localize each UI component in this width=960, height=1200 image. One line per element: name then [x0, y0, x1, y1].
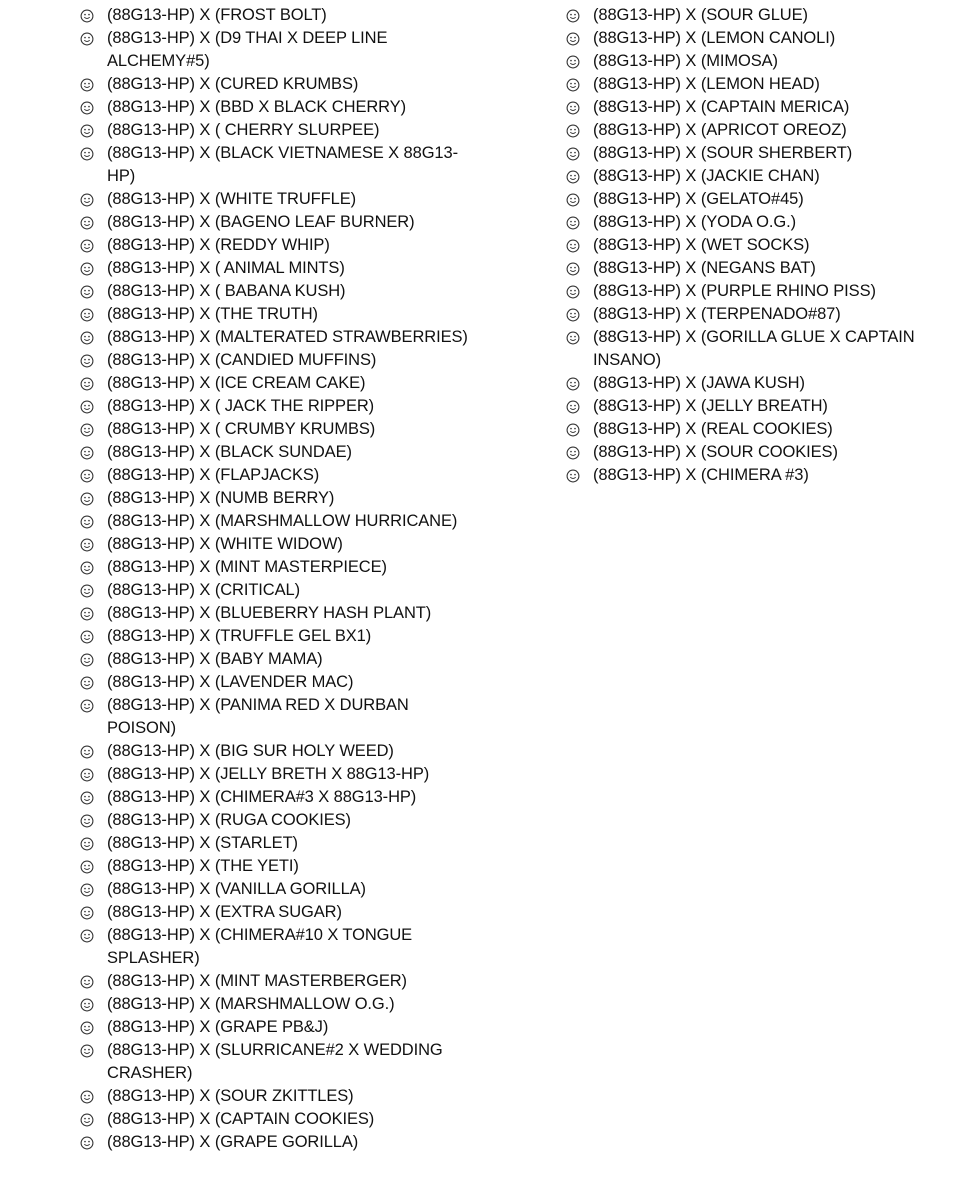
- strain-cross-label: (88G13-HP) X (FROST BOLT): [107, 6, 327, 24]
- smiley-face-icon: [566, 395, 593, 418]
- strain-cross-label: (88G13-HP) X ( JACK THE RIPPER): [107, 397, 375, 415]
- strain-cross-label: (88G13-HP) X (JACKIE CHAN): [593, 167, 820, 185]
- list-item: [566, 280, 956, 303]
- strain-cross-label: (88G13-HP) X (CRITICAL): [107, 581, 300, 599]
- list-item: [80, 993, 480, 1016]
- smiley-face-icon: [566, 188, 593, 211]
- smiley-face-icon: [80, 694, 107, 717]
- strain-cross-label: (88G13-HP) X (CHIMERA#3 X 88G13-HP): [107, 788, 417, 806]
- list-item: [566, 234, 956, 257]
- list-item: [566, 211, 956, 234]
- smiley-face-icon: [566, 4, 593, 27]
- strain-cross-label: (88G13-HP) X (SOUR SHERBERT): [593, 144, 853, 162]
- strain-cross-label: (88G13-HP) X (CHIMERA#10 X TONGUE SPLASHER): [107, 926, 413, 967]
- strain-cross-label: (88G13-HP) X (TERPENADO#87): [593, 305, 841, 323]
- list-item: [80, 602, 480, 625]
- list-item: [80, 464, 480, 487]
- list-item: [80, 924, 480, 970]
- smiley-face-icon: [80, 487, 107, 510]
- list-item: [566, 165, 956, 188]
- strain-cross-label: (88G13-HP) X (THE TRUTH): [107, 305, 318, 323]
- strain-cross-label: (88G13-HP) X (MARSHMALLOW HURRICANE): [107, 512, 458, 530]
- strain-cross-label: (88G13-HP) X (REAL COOKIES): [593, 420, 833, 438]
- strain-cross-label: (88G13-HP) X (WHITE TRUFFLE): [107, 190, 357, 208]
- smiley-face-icon: [80, 809, 107, 832]
- list-item: [80, 257, 480, 280]
- strain-cross-label: (88G13-HP) X (WET SOCKS): [593, 236, 810, 254]
- smiley-face-icon: [80, 901, 107, 924]
- smiley-face-icon: [80, 648, 107, 671]
- smiley-face-icon: [80, 303, 107, 326]
- strain-cross-label: (88G13-HP) X ( ANIMAL MINTS): [107, 259, 345, 277]
- strain-cross-label: (88G13-HP) X (FLAPJACKS): [107, 466, 320, 484]
- list-item: [80, 418, 480, 441]
- strain-cross-label: (88G13-HP) X (ICE CREAM CAKE): [107, 374, 366, 392]
- smiley-face-icon: [80, 188, 107, 211]
- smiley-face-icon: [80, 372, 107, 395]
- smiley-face-icon: [80, 671, 107, 694]
- list-item: [80, 763, 480, 786]
- strain-cross-label: (88G13-HP) X (EXTRA SUGAR): [107, 903, 342, 921]
- smiley-face-icon: [80, 395, 107, 418]
- list-item: [80, 901, 480, 924]
- smiley-face-icon: [80, 556, 107, 579]
- smiley-face-icon: [80, 878, 107, 901]
- smiley-face-icon: [566, 303, 593, 326]
- list-item: [80, 487, 480, 510]
- list-item: [566, 188, 956, 211]
- list-item: [566, 257, 956, 280]
- list-item: [80, 579, 480, 602]
- strain-cross-label: (88G13-HP) X ( BABANA KUSH): [107, 282, 346, 300]
- smiley-face-icon: [80, 234, 107, 257]
- list-item: [80, 1039, 480, 1085]
- strain-cross-label: (88G13-HP) X (CURED KRUMBS): [107, 75, 359, 93]
- list-item: [80, 510, 480, 533]
- strain-cross-label: (88G13-HP) X (D9 THAI X DEEP LINE ALCHEMY#5): [107, 29, 388, 70]
- list-item: [80, 234, 480, 257]
- list-item: [80, 970, 480, 993]
- strain-cross-label: (88G13-HP) X (BLACK SUNDAE): [107, 443, 352, 461]
- list-item: [566, 303, 956, 326]
- smiley-face-icon: [80, 740, 107, 763]
- list-item: [80, 786, 480, 809]
- list-item: [566, 73, 956, 96]
- list-item: [80, 27, 480, 73]
- strain-cross-label: (88G13-HP) X (BLUEBERRY HASH PLANT): [107, 604, 432, 622]
- smiley-face-icon: [80, 1108, 107, 1131]
- strain-cross-label: (88G13-HP) X (GELATO#45): [593, 190, 804, 208]
- list-item: [80, 556, 480, 579]
- strain-cross-label: (88G13-HP) X (LAVENDER MAC): [107, 673, 354, 691]
- list-item: [566, 119, 956, 142]
- smiley-face-icon: [566, 142, 593, 165]
- list-item: [80, 740, 480, 763]
- list-item: [80, 280, 480, 303]
- smiley-face-icon: [80, 993, 107, 1016]
- smiley-face-icon: [80, 970, 107, 993]
- smiley-face-icon: [80, 1016, 107, 1039]
- strain-cross-label: (88G13-HP) X (MARSHMALLOW O.G.): [107, 995, 395, 1013]
- smiley-face-icon: [80, 119, 107, 142]
- list-item: [566, 4, 956, 27]
- smiley-face-icon: [566, 27, 593, 50]
- list-item: [566, 96, 956, 119]
- list-item: [566, 441, 956, 464]
- strain-cross-label: (88G13-HP) X (REDDY WHIP): [107, 236, 330, 254]
- smiley-face-icon: [80, 349, 107, 372]
- strain-cross-label: (88G13-HP) X (SLURRICANE#2 X WEDDING CRASHER): [107, 1041, 443, 1082]
- strain-cross-label: (88G13-HP) X (RUGA COOKIES): [107, 811, 351, 829]
- smiley-face-icon: [566, 96, 593, 119]
- strain-cross-label: (88G13-HP) X (JAWA KUSH): [593, 374, 805, 392]
- list-item: [80, 303, 480, 326]
- strain-cross-label: (88G13-HP) X (SOUR ZKITTLES): [107, 1087, 354, 1105]
- strain-cross-label: (88G13-HP) X (SOUR GLUE): [593, 6, 808, 24]
- smiley-face-icon: [80, 924, 107, 947]
- strain-cross-label: (88G13-HP) X (PURPLE RHINO PISS): [593, 282, 876, 300]
- smiley-face-icon: [80, 579, 107, 602]
- strain-list-left-column: [80, 4, 480, 1154]
- strain-cross-label: (88G13-HP) X (WHITE WIDOW): [107, 535, 343, 553]
- list-item: [80, 188, 480, 211]
- strain-cross-label: (88G13-HP) X (APRICOT OREOZ): [593, 121, 847, 139]
- strain-cross-label: (88G13-HP) X (YODA O.G.): [593, 213, 796, 231]
- list-item: [80, 1016, 480, 1039]
- smiley-face-icon: [80, 211, 107, 234]
- smiley-face-icon: [80, 533, 107, 556]
- strain-cross-label: (88G13-HP) X (BABY MAMA): [107, 650, 323, 668]
- list-item: [566, 372, 956, 395]
- list-item: [80, 96, 480, 119]
- strain-cross-label: (88G13-HP) X (THE YETI): [107, 857, 299, 875]
- smiley-face-icon: [566, 372, 593, 395]
- strain-cross-label: (88G13-HP) X ( CHERRY SLURPEE): [107, 121, 380, 139]
- smiley-face-icon: [80, 625, 107, 648]
- strain-cross-label: (88G13-HP) X (GRAPE GORILLA): [107, 1133, 359, 1151]
- strain-cross-label: (88G13-HP) X (NEGANS BAT): [593, 259, 816, 277]
- list-item: [80, 119, 480, 142]
- list-item: [80, 671, 480, 694]
- strain-cross-label: (88G13-HP) X (LEMON CANOLI): [593, 29, 836, 47]
- list-item: [80, 694, 480, 740]
- strain-list-right-column: [566, 4, 956, 487]
- list-item: [80, 349, 480, 372]
- list-item: [80, 326, 480, 349]
- smiley-face-icon: [80, 4, 107, 27]
- strain-cross-label: (88G13-HP) X (MIMOSA): [593, 52, 778, 70]
- smiley-face-icon: [80, 602, 107, 625]
- strain-cross-label: (88G13-HP) X (GRAPE PB&J): [107, 1018, 329, 1036]
- list-item: [566, 418, 956, 441]
- smiley-face-icon: [80, 326, 107, 349]
- strain-cross-label: (88G13-HP) X (PANIMA RED X DURBAN POISON): [107, 696, 409, 737]
- smiley-face-icon: [80, 855, 107, 878]
- smiley-face-icon: [566, 211, 593, 234]
- smiley-face-icon: [566, 257, 593, 280]
- list-item: [80, 832, 480, 855]
- strain-cross-label: (88G13-HP) X (JELLY BRETH X 88G13-HP): [107, 765, 430, 783]
- smiley-face-icon: [80, 1131, 107, 1154]
- smiley-face-icon: [566, 50, 593, 73]
- strain-cross-label: (88G13-HP) X (CAPTAIN MERICA): [593, 98, 850, 116]
- list-item: [80, 855, 480, 878]
- smiley-face-icon: [566, 326, 593, 349]
- list-item: [566, 27, 956, 50]
- strain-cross-label: (88G13-HP) X (SOUR COOKIES): [593, 443, 838, 461]
- smiley-face-icon: [566, 464, 593, 487]
- list-item: [80, 648, 480, 671]
- list-item: [80, 395, 480, 418]
- smiley-face-icon: [80, 96, 107, 119]
- smiley-face-icon: [80, 280, 107, 303]
- strain-cross-label: (88G13-HP) X (MINT MASTERBERGER): [107, 972, 407, 990]
- smiley-face-icon: [566, 441, 593, 464]
- strain-cross-label: (88G13-HP) X (CAPTAIN COOKIES): [107, 1110, 375, 1128]
- strain-cross-label: (88G13-HP) X (LEMON HEAD): [593, 75, 820, 93]
- list-item: [80, 211, 480, 234]
- smiley-face-icon: [566, 165, 593, 188]
- strain-cross-label: (88G13-HP) X (MINT MASTERPIECE): [107, 558, 387, 576]
- strain-cross-label: (88G13-HP) X ( CRUMBY KRUMBS): [107, 420, 376, 438]
- smiley-face-icon: [80, 786, 107, 809]
- list-item: [566, 395, 956, 418]
- strain-cross-label: (88G13-HP) X (STARLET): [107, 834, 298, 852]
- smiley-face-icon: [80, 510, 107, 533]
- list-item: [80, 1131, 480, 1154]
- strain-cross-label: (88G13-HP) X (CHIMERA #3): [593, 466, 809, 484]
- smiley-face-icon: [566, 234, 593, 257]
- smiley-face-icon: [80, 418, 107, 441]
- smiley-face-icon: [80, 763, 107, 786]
- smiley-face-icon: [80, 832, 107, 855]
- strain-cross-label: (88G13-HP) X (CANDIED MUFFINS): [107, 351, 377, 369]
- list-item: [80, 533, 480, 556]
- smiley-face-icon: [80, 73, 107, 96]
- strain-cross-label: (88G13-HP) X (BIG SUR HOLY WEED): [107, 742, 394, 760]
- list-item: [566, 326, 956, 372]
- strain-cross-label: (88G13-HP) X (NUMB BERRY): [107, 489, 335, 507]
- strain-cross-label: (88G13-HP) X (BBD X BLACK CHERRY): [107, 98, 406, 116]
- list-item: [566, 142, 956, 165]
- smiley-face-icon: [566, 418, 593, 441]
- smiley-face-icon: [80, 441, 107, 464]
- smiley-face-icon: [80, 1085, 107, 1108]
- list-item: [80, 73, 480, 96]
- list-item: [80, 1108, 480, 1131]
- strain-cross-label: (88G13-HP) X (GORILLA GLUE X CAPTAIN INSANO): [593, 328, 915, 369]
- list-item: [80, 441, 480, 464]
- list-item: [80, 625, 480, 648]
- list-item: [566, 464, 956, 487]
- smiley-face-icon: [80, 464, 107, 487]
- smiley-face-icon: [566, 73, 593, 96]
- list-item: [80, 809, 480, 832]
- list-item: [566, 50, 956, 73]
- strain-cross-label: (88G13-HP) X (VANILLA GORILLA): [107, 880, 366, 898]
- smiley-face-icon: [80, 142, 107, 165]
- list-item: [80, 142, 480, 188]
- strain-cross-label: (88G13-HP) X (BLACK VIETNAMESE X 88G13-HP): [107, 144, 458, 185]
- smiley-face-icon: [566, 280, 593, 303]
- strain-cross-label: (88G13-HP) X (TRUFFLE GEL BX1): [107, 627, 372, 645]
- list-item: [80, 1085, 480, 1108]
- strain-cross-label: (88G13-HP) X (MALTERATED STRAWBERRIES): [107, 328, 468, 346]
- smiley-face-icon: [566, 119, 593, 142]
- smiley-face-icon: [80, 257, 107, 280]
- list-item: [80, 878, 480, 901]
- smiley-face-icon: [80, 1039, 107, 1062]
- list-item: [80, 372, 480, 395]
- strain-cross-label: (88G13-HP) X (JELLY BREATH): [593, 397, 828, 415]
- strain-cross-label: (88G13-HP) X (BAGENO LEAF BURNER): [107, 213, 415, 231]
- list-item: [80, 4, 480, 27]
- smiley-face-icon: [80, 27, 107, 50]
